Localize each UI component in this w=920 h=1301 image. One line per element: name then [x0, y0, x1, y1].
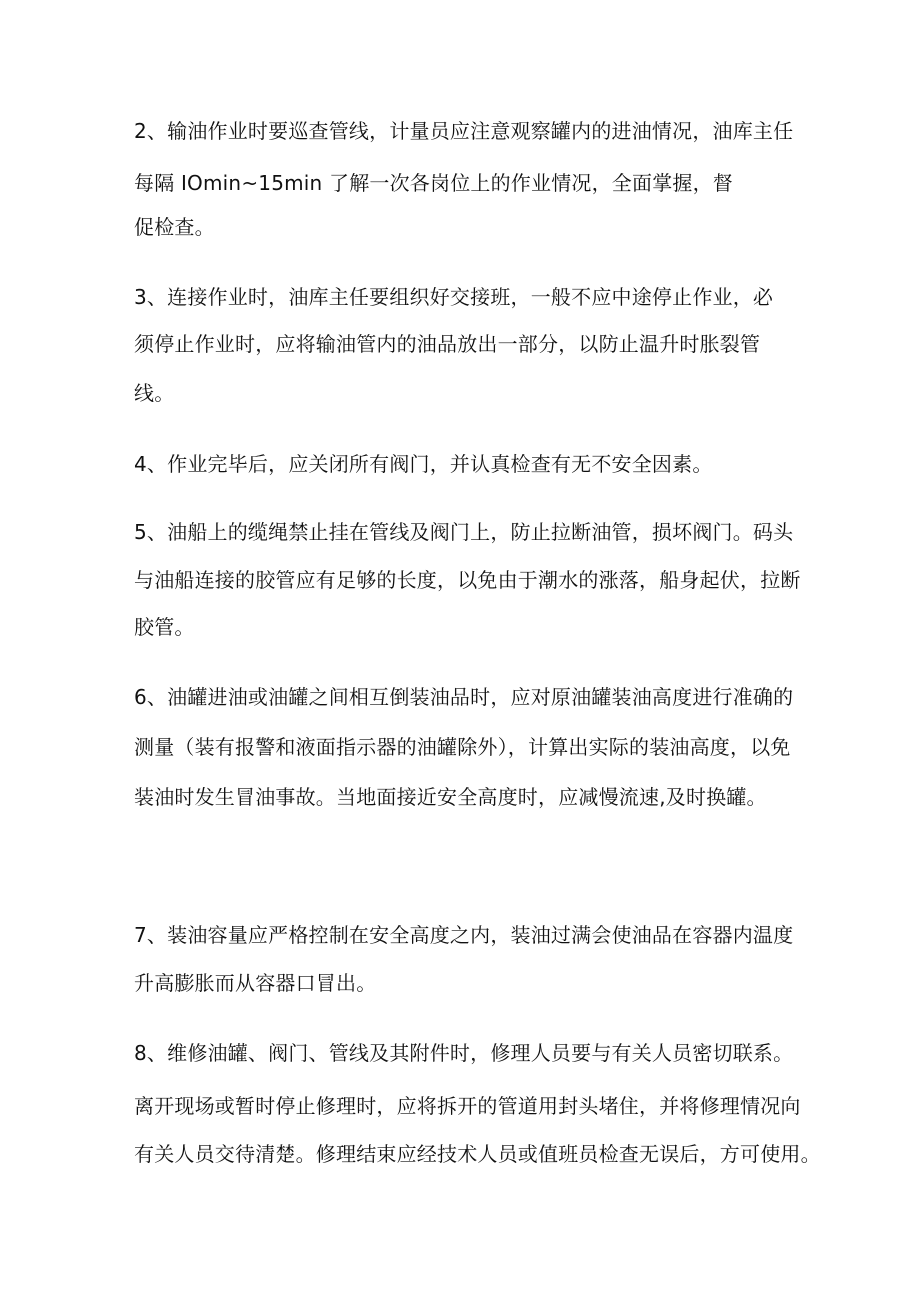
paragraph-line: 有关人员交待清楚。修理结束应经技术人员或值班员检查无误后，方可使用。 [134, 1142, 821, 1166]
paragraph-line: 须停止作业时，应将输油管内的油品放出一部分，以防止温升时胀裂管 [134, 332, 761, 356]
paragraph-line: 线。 [134, 381, 175, 405]
paragraph-line: 促检查。 [134, 215, 215, 239]
paragraph-line: 3、连接作业时，油库主任要组织好交接班，一般不应中途停止作业，必 [134, 285, 774, 309]
paragraph-line: 5、油船上的缆绳禁止挂在管线及阀门上，防止拉断油管，损坏阀门。码头 [134, 520, 794, 544]
paragraph-line: 胶管。 [134, 615, 195, 639]
paragraph-line: 4、作业完毕后，应关闭所有阀门，并认真检查有无不安全因素。 [134, 452, 713, 476]
paragraph-line: 装油时发生冒油事故。当地面接近安全高度时，应减慢流速,及时换罐。 [134, 785, 767, 809]
paragraph-line: 7、装油容量应严格控制在安全高度之内，装油过满会使油品在容器内温度 [134, 923, 794, 947]
paragraph-line: 测量（装有报警和液面指示器的油罐除外），计算出实际的装油高度，以免 [134, 735, 791, 759]
paragraph-line: 6、油罐进油或油罐之间相互倒装油品时，应对原油罐装油高度进行准确的 [134, 685, 794, 709]
paragraph-line: 每隔 IOmin~15min 了解一次各岗位上的作业情况，全面掌握，督 [134, 171, 733, 195]
paragraph-line: 离开现场或暂时停止修理时，应将拆开的管道用封头堵住，并将修理情况向 [134, 1094, 801, 1118]
paragraph-line: 与油船连接的胶管应有足够的长度，以免由于潮水的涨落，船身起伏，拉断 [134, 568, 801, 592]
paragraph-line: 2、输油作业时要巡查管线，计量员应注意观察罐内的进油情况，油库主任 [134, 119, 794, 143]
paragraph-line: 升高膨胀而从容器口冒出。 [134, 971, 377, 995]
paragraph-line: 8、维修油罐、阀门、管线及其附件时，修理人员要与有关人员密切联系。 [134, 1041, 794, 1065]
